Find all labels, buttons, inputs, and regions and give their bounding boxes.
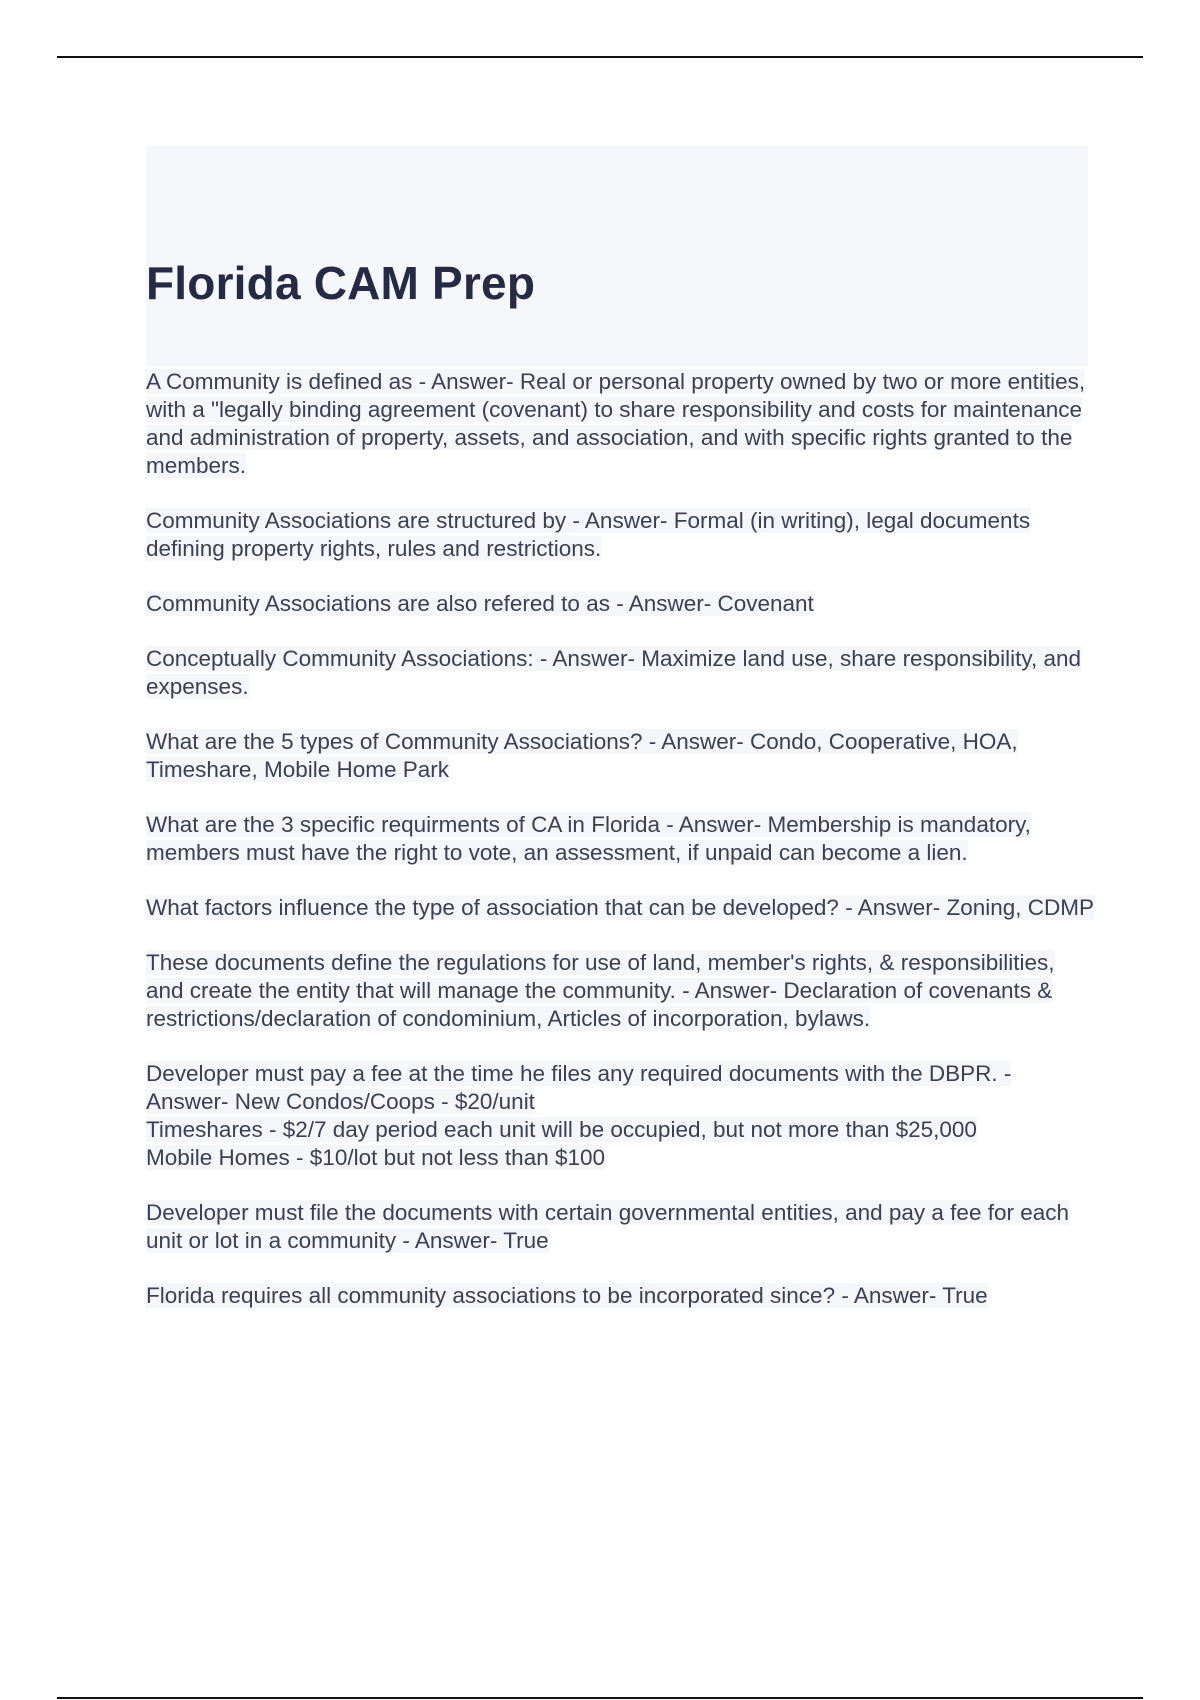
qa-item-6: What are the 3 specific requirments of CA in Florida - Answer- Membership is mandatory, members must have the right to vote, an assessment, if unpaid can become a lien.	[146, 812, 1031, 865]
qa-item-4: Conceptually Community Associations: - Answer- Maximize land use, share responsibility, and expenses.	[146, 646, 1081, 699]
qa-item-2: Community Associations are structured by - Answer- Formal (in writing), legal documents defining property rights, rules and restrictions.	[146, 508, 1031, 561]
top-rule	[57, 56, 1143, 58]
qa-item-9	[146, 1060, 1096, 1172]
qa-item-3: Community Associations are also refered to as - Answer- Covenant	[146, 591, 814, 616]
qa-item-9-line-1: Developer must pay a fee at the time he files any required documents with the DBPR. - Answer- New Condos/Coops - $20/unit	[146, 1061, 1012, 1114]
document-body	[146, 368, 1096, 1337]
qa-item-9-line-2: Timeshares - $2/7 day period each unit will be occupied, but not more than $25,000	[146, 1117, 977, 1142]
title-block	[146, 146, 1088, 366]
qa-item-11: Florida requires all community associations to be incorporated since? - Answer- True	[146, 1283, 988, 1308]
qa-item-7: What factors influence the type of association that can be developed? - Answer- Zoning, CDMP	[146, 895, 1095, 920]
qa-item-9-line-3: Mobile Homes - $10/lot but not less than $100	[146, 1145, 606, 1170]
bottom-rule	[57, 1697, 1143, 1699]
qa-item-8: These documents define the regulations for use of land, member's rights, & responsibilities, and create the entity that will manage the community. - Answer- Declaration of covenants & restrictions/declaration of condominium, Articles of incorporation, bylaws.	[146, 950, 1055, 1031]
qa-item-1: A Community is defined as - Answer- Real or personal property owned by two or more entities, with a "legally binding agreement (covenant) to share responsibility and costs for maintenance and administration of property, assets, and association, and with specific rights granted to the members.	[146, 369, 1086, 478]
qa-item-5: What are the 5 types of Community Associations? - Answer- Condo, Cooperative, HOA, Timeshare, Mobile Home Park	[146, 729, 1018, 782]
document-title: Florida CAM Prep	[146, 257, 536, 309]
qa-item-10: Developer must file the documents with certain governmental entities, and pay a fee for each unit or lot in a community - Answer- True	[146, 1200, 1070, 1253]
